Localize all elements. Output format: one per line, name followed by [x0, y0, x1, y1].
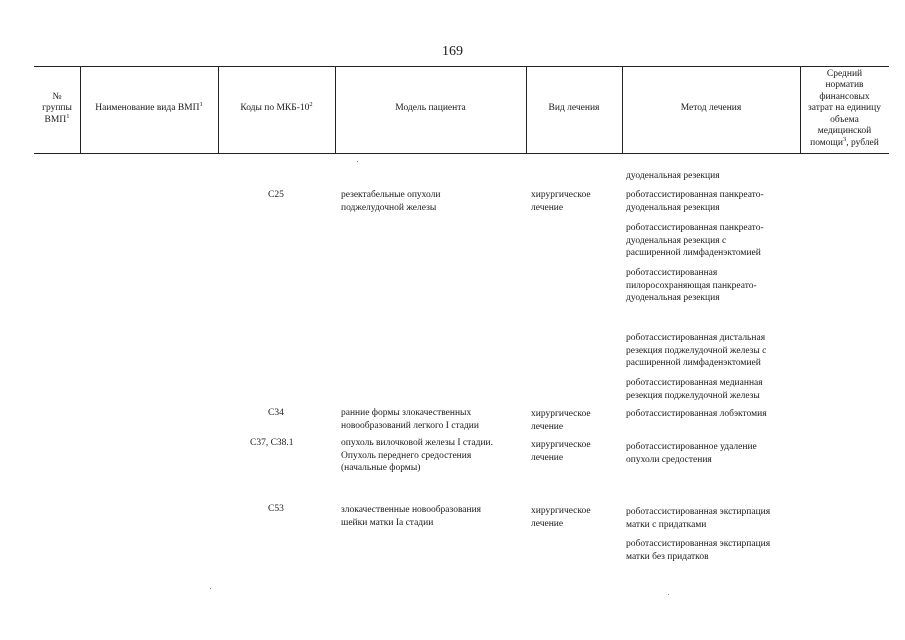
icd-code: C53	[268, 504, 284, 514]
patient-model-text: ранние формы злокачественных новообразований легкого I стадии	[341, 408, 479, 431]
method-text: роботассистированная экстирпация матки без придатков	[626, 539, 771, 562]
method-text: роботассистированная панкреато- дуоденальная резекция с расширенной лимфаденэктомией	[626, 223, 764, 258]
method-text: роботассистированное удаление опухоли средостения	[626, 442, 757, 465]
treatment-type-text: хирургическое лечение	[531, 440, 591, 463]
method-text: роботассистированная дистальная резекция поджелудочной железы с расширенной лимфаденэктомией	[626, 333, 767, 368]
treatment-type-text: хирургическое лечение	[531, 409, 591, 432]
method-text: роботассистированная лобэктомия	[626, 409, 767, 419]
icd-code: C25	[268, 190, 284, 200]
header-vmp-name: Наименование вида ВМП$^1$	[95, 101, 203, 114]
patient-model-text: злокачественные новообразования шейки матки Ia стадии	[341, 505, 482, 528]
page-number: 169	[442, 44, 463, 59]
icd-code: C37, C38.1	[250, 438, 294, 448]
method-text: дуоденальная резекция	[626, 171, 720, 181]
header-icd-codes: Коды по МКБ-$10^2$	[240, 101, 313, 114]
method-text: роботассистированная панкреато- дуоденальная резекция	[626, 190, 764, 213]
scan-speck	[668, 594, 669, 595]
method-text: роботассистированная пилоросохраняющая панкреато- дуоденальная резекция	[626, 268, 757, 303]
treatment-type-text: хирургическое лечение	[531, 506, 591, 529]
header-patient-model: Модель пациента	[395, 103, 466, 114]
header-treatment-type: Вид лечения	[548, 103, 600, 114]
patient-model-text: резектабельные опухоли поджелудочной железы	[341, 190, 441, 213]
scan-speck	[357, 161, 358, 162]
patient-model-text: опухоль вилочковой железы I стадии. Опухоль переднего средостения (начальные формы)	[341, 438, 494, 473]
treatment-type-text: хирургическое лечение	[531, 190, 591, 213]
header-average-cost: Средний норматив финансовых затрат на единицу объема медицинской помощи$^3$, рублей	[808, 68, 881, 148]
icd-code: C34	[268, 408, 284, 418]
method-text: роботассистированная медианная резекция поджелудочной железы	[626, 378, 763, 401]
method-text: роботассистированная экстирпация матки с придатками	[626, 507, 771, 530]
header-group-number: № группы ВМП$^1$	[42, 91, 72, 125]
header-treatment-method: Метод лечения	[680, 103, 742, 114]
scan-speck	[210, 588, 211, 589]
